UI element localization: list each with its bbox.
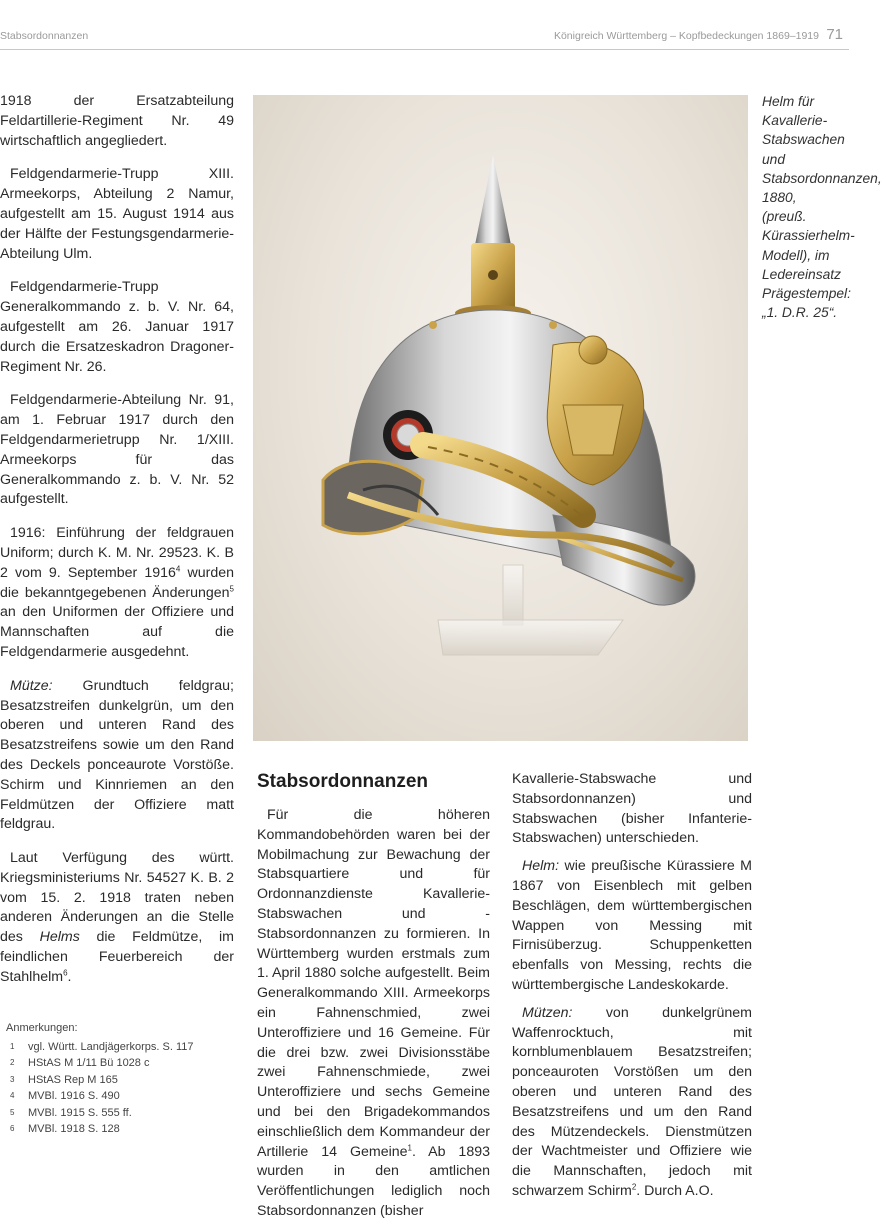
footnote-ref: 2 bbox=[631, 1182, 637, 1192]
helmet-photo bbox=[253, 95, 748, 741]
paragraph: Kavallerie-Stabswache und Stabsordonnanzen) und Stabswachen (bisher Infanterie-Stabswachen) unterschieden. bbox=[512, 771, 752, 847]
middle-column bbox=[257, 770, 490, 1222]
paragraph: Feldgendarmerie-Abteilung Nr. 91, am 1. Februar 1917 durch den Feldgendarmerietrupp Nr. 1/XIII. Armeekorps für das Generalkommando z. b. V. Nr. 52 aufgestellt. bbox=[0, 392, 234, 508]
text-run: wie preußische Kürassiere M 1867 von Eisenblech mit gelben Beschlägen, dem württembergischen Wappen von Messing mit Firnisüberzug. Schuppenketten ebenfalls von Messing, rechts die württembergische Landeskokarde. bbox=[512, 858, 752, 993]
footnote-item bbox=[6, 1039, 246, 1056]
right-column bbox=[512, 770, 752, 1210]
text-run: von dunkelgrünem Waffenrocktuch, mit kornblumenblauem Besatzstreifen; ponceauroten Vorstößen um den oberen und unteren Rand des Besatzstreifens und um den Rand des Mützendeckels. Dienstmützen der Wachtmeister und Offiziere wie die Mannschaften, jedoch mit schwarzem Schirm bbox=[512, 1004, 752, 1199]
footnote-ref: 5 bbox=[229, 583, 234, 593]
photo-caption: Helm für Kavallerie-Stabswachen und Stabsordonnanzen, 1880, (preuß. Kürassierhelm-Modell), im Ledereinsatz Prägestempel: „1. D.R. 25“. bbox=[762, 94, 882, 321]
text-run: an den Uniformen der Offiziere und Mannschaften auf die Feldgendarmerie ausgedehnt. bbox=[0, 604, 234, 660]
paragraph: 1918 der Ersatzabteilung Feldartillerie-Regiment Nr. 49 wirtschaftlich angegliedert. bbox=[0, 93, 234, 149]
paragraph bbox=[512, 857, 752, 996]
footnotes bbox=[6, 1020, 246, 1138]
footnote-number: 2 bbox=[10, 1058, 15, 1067]
pickelhaube-helmet-icon bbox=[253, 95, 748, 741]
running-header-section: Stabsordonnanzen bbox=[0, 30, 89, 42]
term-label: Mütze: bbox=[10, 677, 53, 694]
footnote-item bbox=[6, 1105, 246, 1122]
section-heading: Stabsordonnanzen bbox=[257, 771, 429, 792]
term-label: Helm: bbox=[522, 858, 560, 875]
text-run: Grundtuch feldgrau; Besatzstreifen dunkelgrün, um den oberen und unteren Rand des Besatzstreifens sowie um den Rand des Deckels ponceaurote Vorstöße. Schirm und Kinnriemen an den Feldmützen der Offiziere matt feldgrau. bbox=[0, 677, 234, 833]
paragraph bbox=[0, 524, 234, 663]
footnote-ref: 6 bbox=[63, 968, 68, 978]
footnote-text: MVBl. 1918 S. 128 bbox=[28, 1123, 120, 1135]
paragraph bbox=[257, 806, 490, 1222]
footnote-number: 3 bbox=[10, 1074, 15, 1084]
footnote-number: 4 bbox=[10, 1091, 15, 1100]
paragraph: Feldgendarmerie-Trupp XIII. Armeekorps, Abteilung 2 Namur, aufgestellt am 15. August 1914 aus der Hälfte der Festungsgendarmerie-Abteilung Ulm. bbox=[0, 166, 234, 262]
paragraph bbox=[0, 677, 234, 835]
text-run: wurden die bekanntgegebenen Änderungen bbox=[0, 564, 234, 601]
footnote-number: 6 bbox=[10, 1124, 15, 1133]
text-run: 1916: Einführung der feldgrauen Uniform; durch K. M. Nr. 29523. K. B 2 vom 9. September 1916 bbox=[0, 525, 234, 581]
text-run: die Feldmütze, im feindlichen Feuerbereich der Stahlhelm bbox=[0, 929, 234, 985]
footnote-text: vgl. Württ. Landjägerkorps. S. 117 bbox=[28, 1040, 194, 1053]
text-run: . Ab 1893 wurden in den amtlichen Veröffentlichungen lediglich noch Stabsordonnanzen (bisher bbox=[257, 1143, 490, 1219]
emphasis: Helms bbox=[39, 929, 80, 946]
footnote-number: 1 bbox=[10, 1041, 15, 1051]
footnote-text: HStAS Rep M 165 bbox=[28, 1073, 118, 1086]
text-run: Für die höheren Kommandobehörden waren bei der Mobilmachung zur Bewachung der Stabsquartiere und für Ordonnanzdienste Kavallerie-Stabswachen und -Stabsordonnanzen zu formieren. In Württemberg wurden erstmals zum 1. April 1880 solche aufgestellt. Beim Generalkommando XIII. Armeekorps ein Fahnenschmied, zwei Unteroffiziere und 16 Gemeine. Für die drei bzw. zwei Divisionsstäbe zwei Fahnenschmiede, zwei Unteroffiziere und sechs Gemeine und bei den Brigadekommandos einschließlich dem Kommandeur der Artillerie 14 Gemeine bbox=[257, 807, 490, 1160]
footnote-ref: 4 bbox=[175, 564, 181, 573]
footnotes-title: Anmerkungen: bbox=[6, 1022, 78, 1034]
footnote-item bbox=[6, 1055, 246, 1072]
footnote-ref: 1 bbox=[407, 1142, 412, 1152]
footnote-text: HStAS M 1/11 Bü 1028 c bbox=[28, 1057, 150, 1069]
header-rule bbox=[0, 49, 849, 50]
footnote-item bbox=[6, 1088, 246, 1105]
term-label: Mützen: bbox=[522, 1004, 573, 1021]
footnote-item bbox=[6, 1121, 246, 1138]
paragraph bbox=[0, 849, 234, 988]
text-run: Laut Verfügung des württ. Kriegsministeriums Nr. 54527 K. B. 2 vom 15. 2. 1918 traten neben anderen Änderungen an die Stelle des bbox=[0, 850, 234, 946]
footnote-number: 5 bbox=[10, 1107, 15, 1117]
footnote-text: MVBl. 1916 S. 490 bbox=[28, 1090, 120, 1102]
footnote-item bbox=[6, 1072, 246, 1089]
footnote-text: MVBl. 1915 S. 555 ff. bbox=[28, 1106, 132, 1119]
page-number: 71 bbox=[826, 26, 843, 43]
text-run: . bbox=[67, 968, 72, 985]
paragraph bbox=[512, 1004, 752, 1202]
text-run: . Durch A.O. bbox=[636, 1182, 714, 1199]
left-column bbox=[0, 92, 234, 1002]
paragraph: Feldgendarmerie-Trupp Generalkommando z. b. V. Nr. 64, aufgestellt am 26. Januar 1917 durch die Ersatzeskadron Dragoner-Regiment Nr. 26. bbox=[0, 279, 234, 375]
running-header-title: Königreich Württemberg – Kopfbedeckungen 1869–1919 bbox=[553, 30, 819, 42]
